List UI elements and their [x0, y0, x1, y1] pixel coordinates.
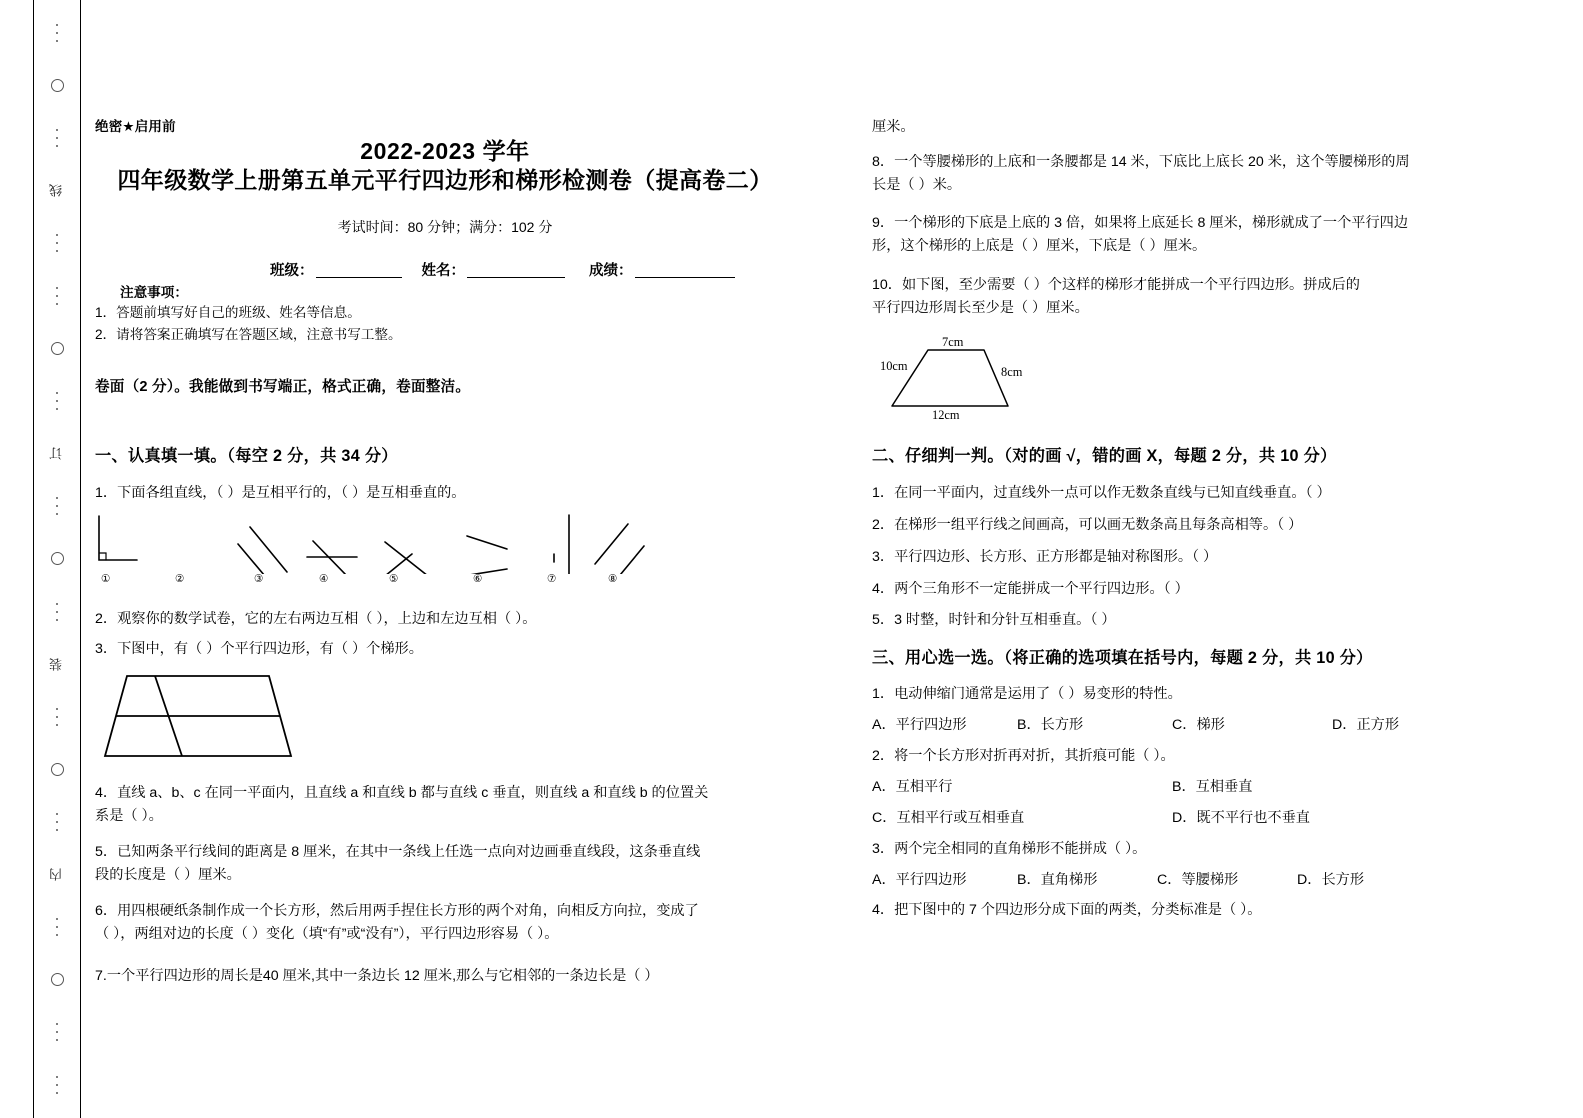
question-1-4: 4．直线 a、b、c 在同一平面内，且直线 a 和直线 b 都与直线 c 垂直，则直线 a 和直线 b 的位置关 系是（ ）。: [95, 785, 709, 825]
question-3-2-stem: 2．将一个长方形对折再对折，其折痕可能（ ）。: [872, 748, 1175, 764]
option-d-text: 长方形: [1321, 872, 1365, 888]
figure-label-6: ⑥: [473, 573, 483, 585]
figure-label-2: ②: [175, 573, 185, 585]
class-field-label: 班级：: [270, 262, 314, 279]
figure-label-3: ③: [254, 573, 264, 585]
option-c[interactable]: [1157, 873, 1297, 887]
option-a[interactable]: [872, 873, 1017, 887]
trapezoid-bottom-dim: 12cm: [932, 408, 960, 422]
option-a-key: A．: [872, 872, 896, 888]
question-continuation: 厘米。: [872, 119, 915, 135]
dotted-line-icon: [56, 600, 58, 624]
section-two-heading: 二、仔细判一判。（对的画 √，错的画 X，每题 2 分，共 10 分）: [872, 447, 1337, 465]
dotted-line-icon: [56, 126, 58, 150]
dotted-line-icon: [56, 810, 58, 834]
trapezoid-right-dim: 8cm: [1001, 365, 1023, 379]
question-1-9: 9．一个梯形的下底是上底的 3 倍，如果将上底延长 8 厘米，梯形就成了一个平行四边 形，这个梯形的上底是（ ）厘米，下底是（ ）厘米。: [872, 215, 1409, 255]
question-2-2: 2．在梯形一组平行线之间画高，可以画无数条高且每条高相等。（ ）: [872, 517, 1303, 533]
circle-marker-icon: [51, 79, 64, 92]
notice-title: 注意事项：: [120, 285, 188, 300]
question-1-8: 8．一个等腰梯形的上底和一条腰都是 14 米，下底比上底长 20 米，这个等腰梯形的周 长是（ ）米。: [872, 154, 1410, 194]
title-main: 四年级数学上册第五单元平行四边形和梯形检测卷（提高卷二）: [117, 167, 773, 193]
question-3-2-options-row2: [872, 811, 1572, 825]
parallel-perpendicular-lines-figure: [95, 512, 655, 594]
question-1-3: 3．下图中，有（ ）个平行四边形，有（ ）个梯形。: [95, 641, 423, 657]
option-d-key: D．: [1297, 872, 1322, 888]
question-2-4: 4．两个三角形不一定能拼成一个平行四边形。（ ）: [872, 581, 1189, 597]
question-1-5: 5．已知两条平行线间的距离是 8 厘米，在其中一条线上任选一点向对边画垂直线段，这条垂直线 段的长度是（ ）厘米。: [95, 844, 701, 884]
option-b-key: B．: [1017, 717, 1041, 733]
option-d-text: 既不平行也不垂直: [1196, 810, 1310, 826]
lines-svg: [95, 512, 655, 574]
exam-title: [95, 140, 795, 192]
dimensioned-trapezoid-figure: [880, 336, 1090, 441]
circle-marker-icon: [51, 552, 64, 565]
option-a-key: A．: [872, 717, 896, 733]
seal-char-inner: 内: [49, 868, 65, 882]
option-a-key: A．: [872, 779, 896, 795]
seal-char-pack: 装: [49, 657, 65, 671]
option-b[interactable]: [1172, 780, 1252, 794]
seal-char-bind: 订: [49, 447, 65, 461]
trapezoid-top-dim: 7cm: [942, 335, 964, 349]
question-1-7: 7.一个平行四边形的周长是40 厘米,其中一条边长 12 厘米,那么与它相邻的一条边长是（ ）: [95, 968, 659, 984]
option-a-text: 平行四边形: [895, 872, 967, 888]
option-d-key: D．: [1332, 717, 1357, 733]
dotted-line-icon: [56, 284, 58, 308]
option-d[interactable]: [1332, 718, 1399, 732]
exam-meta: 考试时间：80 分钟；满分：102 分: [337, 219, 553, 235]
question-3-3-stem: 3．两个完全相同的直角梯形不能拼成（ ）。: [872, 841, 1147, 857]
class-field-blank[interactable]: [316, 262, 402, 278]
question-1-6: 6．用四根硬纸条制作成一个长方形，然后用两手捏住长方形的两个对角，向相反方向拉，变成了 （ ），两组对边的长度（ ）变化（填“有”或“没有”），平行四边形容易（ ）。: [95, 903, 699, 943]
circle-marker-icon: [51, 763, 64, 776]
section-three-heading: 三、用心选一选。（将正确的选项填在括号内，每题 2 分，共 10 分）: [872, 649, 1373, 667]
section-one-heading: 一、认真填一填。（每空 2 分，共 34 分）: [95, 447, 398, 465]
dotted-line-icon: [56, 494, 58, 518]
dotted-line-icon: [56, 231, 58, 255]
option-b-text: 互相垂直: [1195, 779, 1253, 795]
question-2-5: 5．3 时整，时针和分针互相垂直。（ ）: [872, 612, 1116, 628]
option-d-text: 正方形: [1356, 717, 1400, 733]
score-field-label: 成绩：: [589, 262, 633, 279]
question-3-4-stem: 4．把下图中的 7 个四边形分成下面的两类，分类标准是（ ）。: [872, 902, 1262, 918]
figure-label-1: ①: [101, 573, 111, 585]
seal-margin: [33, 0, 81, 1118]
option-c-text: 互相平行或互相垂直: [896, 810, 1025, 826]
notice-item-1: 1．答题前填写好自己的班级、姓名等信息。: [95, 305, 361, 320]
circle-marker-icon: [51, 973, 64, 986]
option-a[interactable]: [872, 780, 1172, 794]
question-3-1-stem: 1．电动伸缩门通常是运用了（ ）易变形的特性。: [872, 686, 1182, 702]
question-3-1-options: [872, 718, 1572, 732]
question-1-1: 1．下面各组直线，（ ）是互相平行的，（ ）是互相垂直的。: [95, 485, 466, 501]
name-field-label: 姓名：: [421, 262, 465, 279]
secret-label: 绝密★启用前: [95, 119, 176, 134]
option-c[interactable]: [1172, 718, 1332, 732]
seal-track: [34, 0, 80, 1118]
option-a[interactable]: [872, 718, 1017, 732]
trapezoid-grid-svg: [97, 672, 297, 760]
question-3-2-options-row1: [872, 780, 1572, 794]
seal-char-line: 线: [49, 183, 65, 197]
score-field-blank[interactable]: [635, 262, 735, 278]
question-1-2: 2．观察你的数学试卷，它的左右两边互相（ ），上边和左边互相（ ）。: [95, 611, 537, 627]
option-d[interactable]: [1172, 811, 1310, 825]
figure-label-8: ⑧: [608, 573, 618, 585]
option-c-text: 等腰梯形: [1181, 872, 1239, 888]
figure-label-4: ④: [319, 573, 329, 585]
trapezoid-left-dim: 10cm: [880, 359, 908, 373]
question-2-3: 3．平行四边形、长方形、正方形都是轴对称图形。（ ）: [872, 549, 1218, 565]
option-c-key: C．: [872, 810, 897, 826]
option-a-text: 互相平行: [895, 779, 953, 795]
option-c-key: C．: [1157, 872, 1182, 888]
name-field-blank[interactable]: [467, 262, 565, 278]
dotted-line-icon: [56, 389, 58, 413]
question-2-1: 1．在同一平面内，过直线外一点可以作无数条直线与已知直线垂直。（ ）: [872, 485, 1331, 501]
figure-label-7: ⑦: [547, 573, 557, 585]
option-b-key: B．: [1017, 872, 1041, 888]
option-c[interactable]: [872, 811, 1172, 825]
question-3-3-options: [872, 873, 1572, 887]
option-b-key: B．: [1172, 779, 1196, 795]
option-c-text: 梯形: [1196, 717, 1225, 733]
option-b-text: 长方形: [1040, 717, 1084, 733]
paper-presentation-note: 卷面（2 分）。我能做到书写端正，格式正确，卷面整洁。: [95, 379, 471, 395]
option-c-key: C．: [1172, 717, 1197, 733]
option-b-text: 直角梯形: [1040, 872, 1098, 888]
figure-label-5: ⑤: [389, 573, 399, 585]
title-year: 2022-2023 学年: [360, 138, 530, 164]
circle-marker-icon: [51, 342, 64, 355]
option-b[interactable]: [1017, 873, 1157, 887]
dotted-line-icon: [56, 21, 58, 45]
option-d[interactable]: [1297, 873, 1364, 887]
trapezoid-grid-figure: [97, 672, 297, 762]
dotted-line-icon: [56, 915, 58, 939]
option-a-text: 平行四边形: [895, 717, 967, 733]
question-1-10: 10．如下图，至少需要（ ）个这样的梯形才能拼成一个平行四边形。拼成后的 平行四边形周长至少是（ ）厘米。: [872, 277, 1360, 317]
notice-item-2: 2．请将答案正确填写在答题区域，注意书写工整。: [95, 327, 402, 342]
option-b[interactable]: [1017, 718, 1172, 732]
dotted-line-icon: [56, 705, 58, 729]
dotted-line-icon: [56, 1020, 58, 1044]
dotted-line-icon: [56, 1073, 58, 1097]
option-d-key: D．: [1172, 810, 1197, 826]
student-info-row: [270, 262, 735, 278]
